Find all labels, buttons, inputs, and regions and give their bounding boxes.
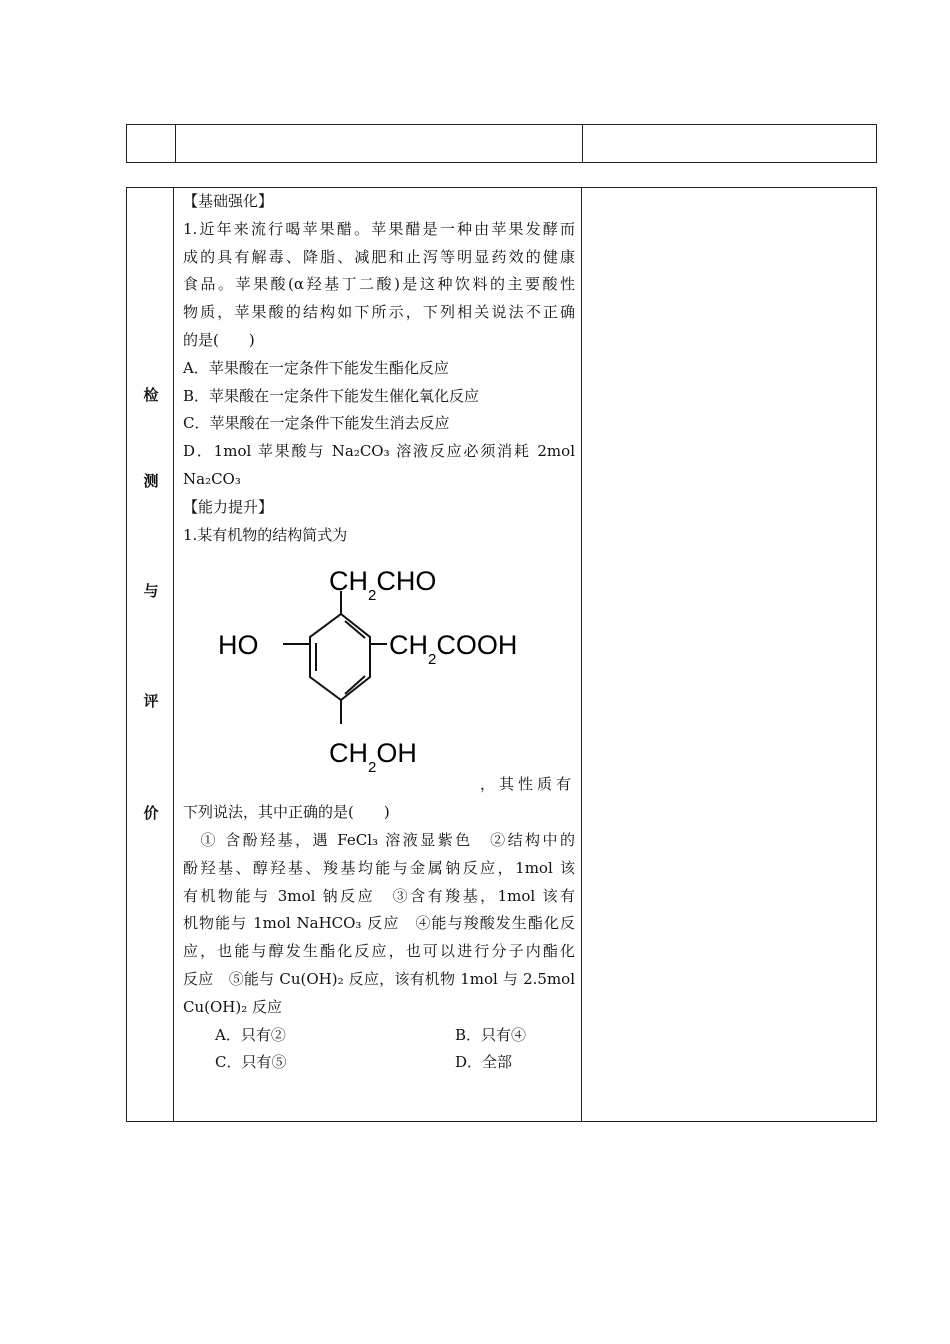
statement-line: Cu(OH)₂ 反应	[183, 997, 283, 1016]
statement-line: 应，也能与醇发生酯化反应，也可以进行分子内酯化	[183, 942, 575, 961]
side-label-char: 评	[143, 692, 159, 710]
right-group-label: $CH_2COOH$	[389, 630, 518, 668]
assessment-table	[126, 187, 877, 1122]
question-text-cont: ，其性质有	[479, 775, 575, 794]
side-label-char: 与	[143, 582, 159, 600]
question-text-line: 物质，苹果酸的结构如下所示，下列相关说法不正确	[183, 303, 575, 322]
statement-line: 有机物能与 3mol 钠反应 ③含有羧基，1mol 该有	[183, 886, 575, 905]
side-label-char: 测	[143, 472, 159, 490]
choice-row	[183, 1049, 575, 1077]
option-b: B．苹果酸在一定条件下能发生催化氧化反应	[183, 386, 480, 405]
section-heading-basic: 【基础强化】	[183, 192, 274, 210]
question-text-line: 成的具有解毒、降脂、减肥和止泻等明显药效的健康	[183, 247, 575, 266]
benzene-ring	[283, 591, 387, 724]
statement-line: ① 含酚羟基，遇 FeCl₃ 溶液显紫色 ②结构中的	[183, 830, 575, 849]
top-group-label: $CH_2CHO$	[329, 566, 437, 604]
column-divider	[582, 125, 583, 162]
statement-line: 反应 ⑤能与 Cu(OH)₂ 反应，该有机物 1mol 与 2.5mol	[183, 969, 575, 988]
column-divider	[173, 188, 174, 1121]
statement-line: 酚羟基、醇羟基、羧基均能与金属钠反应，1mol 该	[183, 858, 575, 877]
question-text-line: 1.近年来流行喝苹果醋。苹果醋是一种由苹果发酵而	[183, 219, 575, 238]
option-d: D．1mol 苹果酸与 Na₂CO₃ 溶液反应必须消耗 2mol	[183, 442, 575, 461]
question-text-line: 食品。苹果酸(α羟基丁二酸)是这种饮料的主要酸性	[183, 275, 575, 294]
choice-c: C．只有⑤	[215, 1053, 287, 1072]
choice-row	[183, 1022, 575, 1050]
side-label-char: 检	[143, 386, 159, 404]
question-intro: 1.某有机物的结构简式为	[183, 525, 348, 544]
option-c: C．苹果酸在一定条件下能发生消去反应	[183, 414, 450, 433]
column-divider	[581, 188, 582, 1121]
choice-b: B．只有④	[455, 1025, 527, 1044]
header-table	[126, 124, 877, 163]
column-divider	[175, 125, 176, 162]
section-heading-advanced: 【能力提升】	[183, 497, 274, 516]
choice-a: A．只有②	[215, 1025, 286, 1044]
bottom-group-label: $CH_2OH$	[329, 738, 417, 776]
option-a: A．苹果酸在一定条件下能发生酯化反应	[183, 358, 449, 377]
statement-line: 机物能与 1mol NaHCO₃ 反应 ④能与羧酸发生酯化反	[183, 914, 575, 933]
left-group-label: HO	[218, 630, 259, 660]
option-d-cont: Na₂CO₃	[183, 469, 241, 488]
question-text-line: 下列说法，其中正确的是( )	[183, 803, 390, 822]
choice-d: D．全部	[455, 1053, 513, 1072]
chemical-structure	[215, 564, 518, 786]
question-text-line: 的是( )	[183, 330, 255, 349]
side-label-char: 价	[143, 804, 159, 822]
